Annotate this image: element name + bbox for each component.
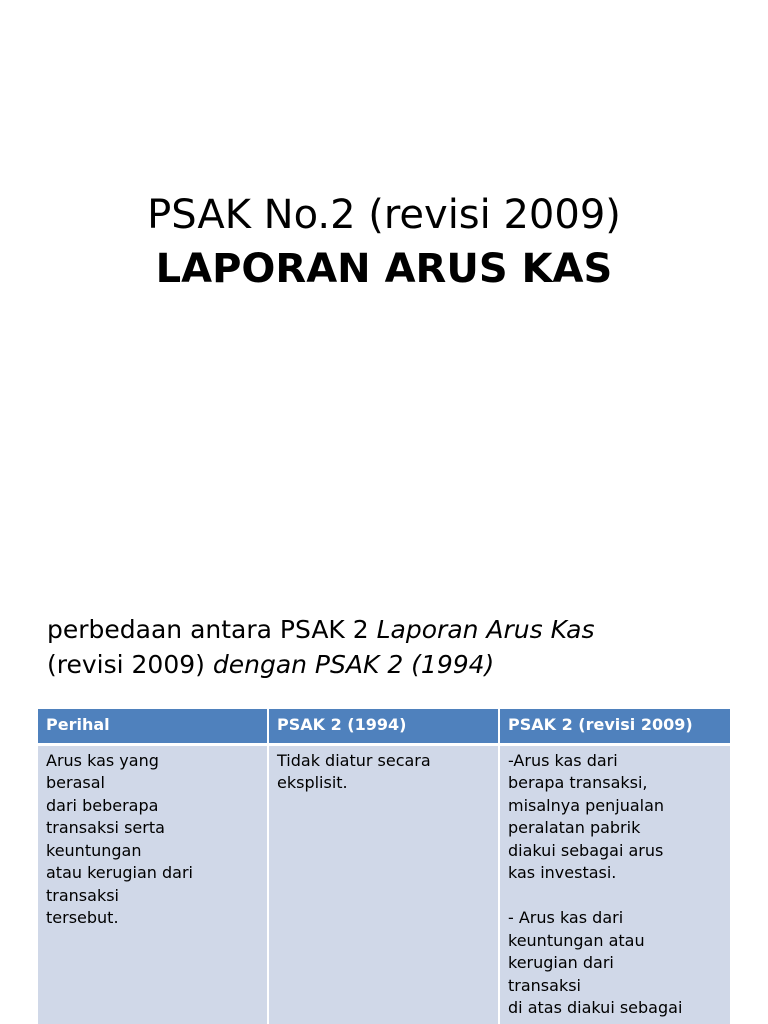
slide-subtitle: LAPORAN ARUS KAS <box>155 246 613 292</box>
comparison-slide <box>0 576 768 1024</box>
cell-perihal-text: Arus kas yang berasal dari beberapa transaksi serta keuntungan atau kerugian dari transaksi tersebut. <box>46 750 193 927</box>
cell-psak-1994 <box>268 744 499 1024</box>
heading-italic-2: dengan PSAK 2 (1994) <box>212 650 495 679</box>
heading-italic-1: Laporan Arus Kas <box>376 615 595 644</box>
header-psak-1994: PSAK 2 (1994) <box>268 709 499 744</box>
comparison-heading <box>47 612 737 682</box>
header-psak-2009: PSAK 2 (revisi 2009) <box>499 709 730 744</box>
cell-perihal <box>38 744 268 1024</box>
title-block <box>0 188 768 296</box>
cell-psak-1994-text: Tidak diatur secara eksplisit. <box>277 750 431 792</box>
cell-psak-2009-text: -Arus kas dari berapa transaksi, misalnya penjualan peralatan pabrik diakui sebagai arus kas investasi. - Arus kas dari keuntungan atau kerugian dari transaksi di atas diakui sebagai <box>508 750 683 1017</box>
heading-text-2: (revisi 2009) <box>47 650 213 679</box>
slide-title: PSAK No.2 (revisi 2009) <box>147 192 621 238</box>
table-row <box>38 744 730 1024</box>
comparison-table <box>38 709 730 1024</box>
header-perihal: Perihal <box>38 709 268 744</box>
cell-psak-2009 <box>499 744 730 1024</box>
table-header-row <box>38 709 730 744</box>
heading-text-1: perbedaan antara PSAK 2 <box>47 615 377 644</box>
